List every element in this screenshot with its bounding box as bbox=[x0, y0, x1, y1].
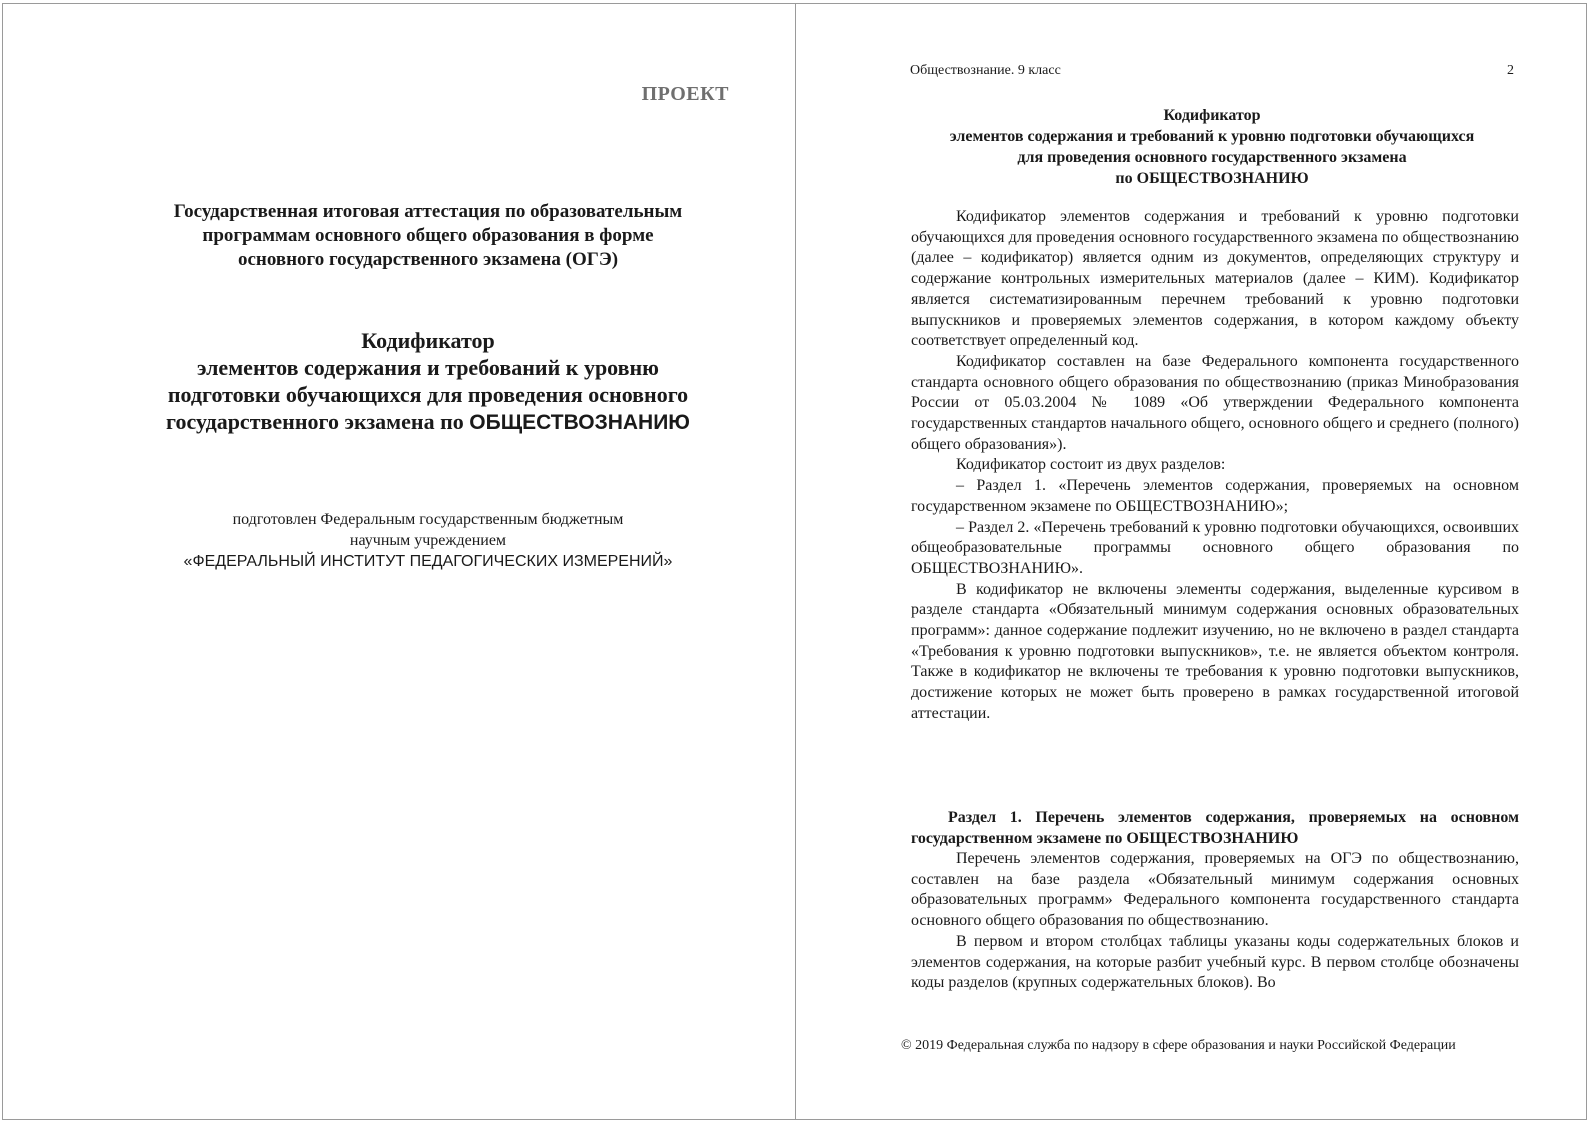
section1-text bbox=[911, 849, 1519, 994]
paragraph: Кодификатор составлен на базе Федерального компонента государственного стандарта основного общего образования по обществознанию (приказ Минобразования России от 05.03.2004 № 1089 «Об утверждении Федерального компонента государственных стандартов начального общего, основного общего и среднего (полного) общего образования»). bbox=[911, 352, 1519, 453]
paragraph: Кодификатор элементов содержания и требований к уровню подготовки обучающихся для проведения основного государственного экзамена по обществознанию (далее – кодификатор) является одним из документов, определяющих структуру и содержание контрольных измерительных материалов (далее – КИМ). Кодификатор является систематизированным перечнем требований к уровню подготовки выпускников и проверяемых элементов содержания, в котором каждому объекту соответствует определенный код. bbox=[911, 208, 1519, 350]
running-head: Обществознание. 9 класс bbox=[910, 63, 1061, 78]
gia-title-line: Государственная итоговая аттестация по образовательным bbox=[173, 201, 683, 222]
gia-title-line: основного государственного экзамена (ОГЭ) bbox=[237, 249, 619, 270]
page-title-line: по ОБЩЕСТВОЗНАНИЮ bbox=[1115, 170, 1309, 187]
title-page bbox=[2, 3, 796, 1120]
institute-name: «ФЕДЕРАЛЬНЫЙ ИНСТИТУТ ПЕДАГОГИЧЕСКИХ ИЗМЕРЕНИЙ» bbox=[183, 553, 673, 570]
gia-title bbox=[63, 200, 793, 272]
paragraph: Кодификатор состоит из двух разделов: bbox=[956, 456, 1226, 474]
codifier-subject: ОБЩЕСТВОЗНАНИЮ bbox=[469, 411, 690, 434]
codifier-heading-line: элементов содержания и требований к уровню bbox=[196, 355, 659, 380]
codifier-heading bbox=[63, 327, 793, 436]
content-page bbox=[795, 3, 1587, 1120]
page-title-line: Кодификатор bbox=[1163, 107, 1261, 124]
page-title-line: для проведения основного государственного экзамена bbox=[1017, 149, 1407, 166]
project-label: ПРОЕКТ bbox=[641, 83, 729, 105]
paragraph: Перечень элементов содержания, проверяемых на ОГЭ по обществознанию, составлен на базе раздела «Обязательный минимум содержания основных образовательных программ» Федерального компонента государственного стандарта основного общего образования по обществознанию. bbox=[911, 850, 1519, 930]
prepared-line: подготовлен Федеральным государственным бюджетным bbox=[232, 511, 624, 528]
codifier-heading-line: подготовки обучающихся для проведения основного bbox=[167, 382, 689, 407]
codifier-heading-line bbox=[63, 408, 793, 436]
list-item: – Раздел 1. «Перечень элементов содержания, проверяемых на основном государственном экзамене по ОБЩЕСТВОЗНАНИЮ»; bbox=[911, 477, 1519, 515]
prepared-line: научным учреждением bbox=[349, 532, 507, 549]
copyright-footer: © 2019 Федеральная служба по надзору в сфере образования и науки Российской Федерации bbox=[901, 1038, 1456, 1053]
intro-text bbox=[911, 207, 1519, 725]
codifier-heading-text: государственного экзамена по bbox=[166, 409, 470, 434]
section-heading: Раздел 1. Перечень элементов содержания, проверяемых на основном государственном экзамене по ОБЩЕСТВОЗНАНИЮ bbox=[911, 809, 1519, 847]
page-title bbox=[906, 105, 1518, 189]
list-item: – Раздел 2. «Перечень требований к уровню подготовки обучающихся, освоивших общеобразовательные программы основного общего образования по ОБЩЕСТВОЗНАНИЮ». bbox=[911, 518, 1519, 577]
paragraph: В кодификатор не включены элементы содержания, выделенные курсивом в разделе стандарта «Обязательный минимум содержания основных образовательных программ»: данное содержание подлежит изучению, но не включено в раздел стандарта «Требования к уровню подготовки выпускников», т.е. не является объектом контроля. Также в кодификатор не включены те требования к уровню подготовки выпускников, достижение которых не может быть проверено в рамках государственной итоговой аттестации. bbox=[911, 580, 1519, 722]
page-title-line: элементов содержания и требований к уровню подготовки обучающихся bbox=[949, 128, 1475, 145]
page-number: 2 bbox=[1507, 63, 1514, 78]
prepared-by bbox=[63, 509, 793, 572]
codifier-heading-line: Кодификатор bbox=[361, 328, 495, 353]
gia-title-line: программам основного общего образования в форме bbox=[202, 225, 654, 246]
paragraph: В первом и втором столбцах таблицы указаны коды содержательных блоков и элементов содержания, на которые разбит учебный курс. В первом столбце обозначены коды разделов (крупных содержательных блоков). Во bbox=[911, 932, 1519, 992]
